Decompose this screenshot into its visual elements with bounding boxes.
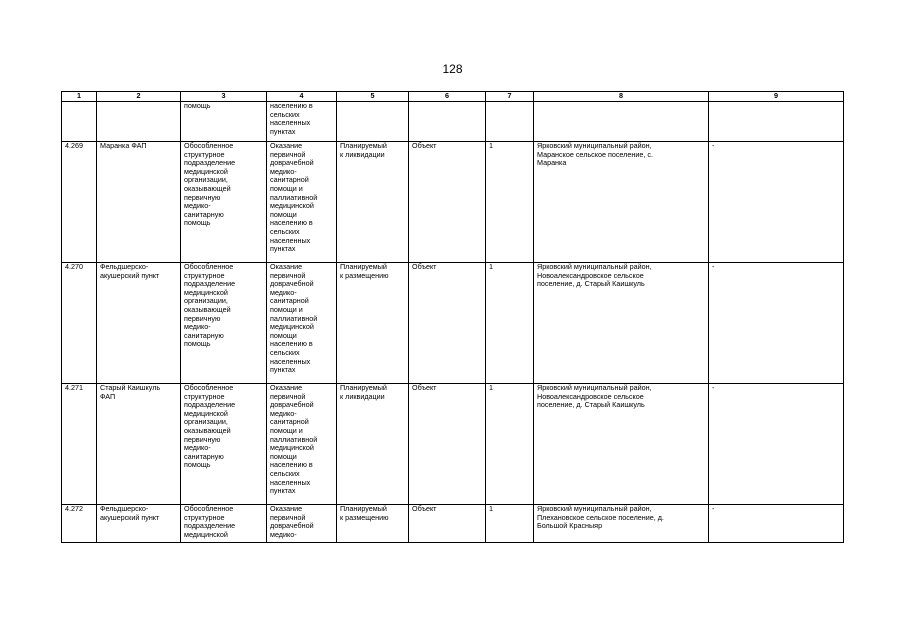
table-cell (62, 102, 97, 142)
table-cell: населению в сельских населенных пунктах (267, 102, 337, 142)
table-header-row (62, 92, 844, 102)
quantity-cell: 1 (486, 142, 534, 263)
column-header: 7 (486, 92, 534, 102)
object-type-cell: Обособленное структурное подразделение медицинской организации, оказывающей первичную медико- санитарную помощь (181, 384, 267, 505)
table-row (62, 505, 844, 543)
table-row (62, 263, 844, 384)
table-cell (337, 102, 409, 142)
object-purpose-cell: Оказание первичной доврачебной медико- санитарной помощи и паллиативной медицинской помощи населению в сельских населенных пунктах (267, 142, 337, 263)
column-header: 1 (62, 92, 97, 102)
object-type-cell: Обособленное структурное подразделение медицинской (181, 505, 267, 543)
object-name-cell: Старый Каишкуль ФАП (97, 384, 181, 505)
location-cell: Ярковский муниципальный район, Маранское сельское поселение, с. Маранка (534, 142, 709, 263)
table-cell (486, 102, 534, 142)
quantity-cell: 1 (486, 384, 534, 505)
unit-cell: Объект (409, 505, 486, 543)
location-cell: Ярковский муниципальный район, Плехановское сельское поселение, д. Большой Красныяр (534, 505, 709, 543)
table-row (62, 142, 844, 263)
column-header: 4 (267, 92, 337, 102)
table-row-continued (62, 102, 844, 142)
status-cell: Планируемый к ликвидации (337, 142, 409, 263)
object-name-cell: Фельдшерско- акушерский пункт (97, 263, 181, 384)
status-cell: Планируемый к ликвидации (337, 384, 409, 505)
location-cell: Ярковский муниципальный район, Новоалександровское сельское поселение, д. Старый Каишкуль (534, 263, 709, 384)
quantity-cell: 1 (486, 263, 534, 384)
unit-cell: Объект (409, 384, 486, 505)
column-header: 9 (709, 92, 844, 102)
table-cell (534, 102, 709, 142)
object-name-cell: Маранка ФАП (97, 142, 181, 263)
location-cell: Ярковский муниципальный район, Новоалександровское сельское поселение, д. Старый Каишкуль (534, 384, 709, 505)
zone-cell: - (709, 142, 844, 263)
zone-cell: - (709, 505, 844, 543)
column-header: 5 (337, 92, 409, 102)
column-header: 3 (181, 92, 267, 102)
table-cell (709, 102, 844, 142)
quantity-cell: 1 (486, 505, 534, 543)
object-type-cell: Обособленное структурное подразделение медицинской организации, оказывающей первичную медико- санитарную помощь (181, 142, 267, 263)
row-number-cell: 4.270 (62, 263, 97, 384)
column-header: 6 (409, 92, 486, 102)
page-number: 128 (442, 62, 463, 76)
row-number-cell: 4.271 (62, 384, 97, 505)
column-header: 8 (534, 92, 709, 102)
document-table (61, 91, 844, 543)
unit-cell: Объект (409, 263, 486, 384)
zone-cell: - (709, 263, 844, 384)
table-cell (97, 102, 181, 142)
row-number-cell: 4.269 (62, 142, 97, 263)
unit-cell: Объект (409, 142, 486, 263)
table-row (62, 384, 844, 505)
status-cell: Планируемый к размещению (337, 505, 409, 543)
column-header: 2 (97, 92, 181, 102)
status-cell: Планируемый к размещению (337, 263, 409, 384)
zone-cell: - (709, 384, 844, 505)
object-type-cell: Обособленное структурное подразделение медицинской организации, оказывающей первичную медико- санитарную помощь (181, 263, 267, 384)
object-purpose-cell: Оказание первичной доврачебной медико- (267, 505, 337, 543)
row-number-cell: 4.272 (62, 505, 97, 543)
object-purpose-cell: Оказание первичной доврачебной медико- санитарной помощи и паллиативной медицинской помощи населению в сельских населенных пунктах (267, 263, 337, 384)
table-cell (409, 102, 486, 142)
table-cell: помощь (181, 102, 267, 142)
object-purpose-cell: Оказание первичной доврачебной медико- санитарной помощи и паллиативной медицинской помощи населению в сельских населенных пунктах (267, 384, 337, 505)
object-name-cell: Фельдшерско- акушерский пункт (97, 505, 181, 543)
